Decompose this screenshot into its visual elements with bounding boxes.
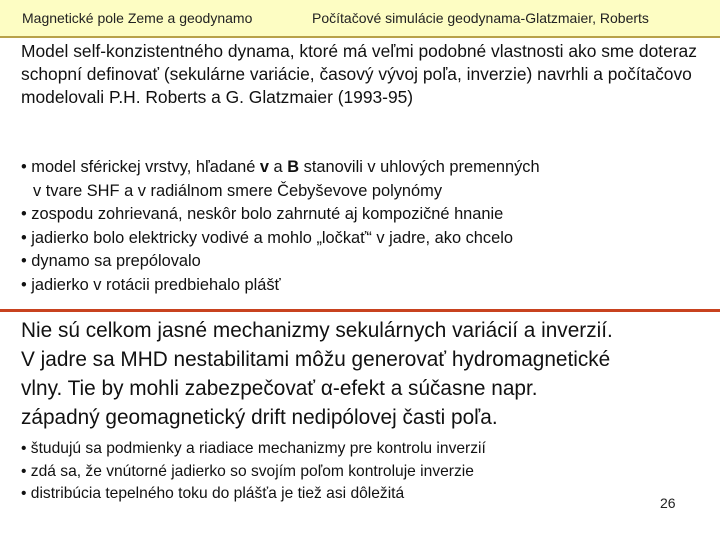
bullet-item: • zdá sa, že vnútorné jadierko so svojím poľom kontroluje inverzie [21, 462, 474, 480]
symbol-v: v [259, 158, 269, 176]
para-line: Nie sú celkom jasné mechanizmy sekulárnych variácií a inverzií. [21, 319, 613, 342]
bullet-item: • dynamo sa prepólovalo [21, 252, 201, 271]
section-divider [0, 309, 720, 312]
symbol-B: B [287, 158, 300, 176]
header-bar [0, 0, 720, 36]
bullet-list-model [21, 156, 711, 298]
header-left-title: Magnetické pole Zeme a geodynamo [22, 10, 253, 26]
bullet-item: • študujú sa podmienky a riadiace mechanizmy pre kontrolu inverzií [21, 440, 486, 457]
intro-paragraph: Model self-konzistentného dynama, ktoré má veľmi podobné vlastnosti ako sme doteraz schopní definovať (sekulárne variácie, časový vývoj poľa, inverzie) navrhli a počítačovo modelovali P.H. Roberts a G. Glatzmaier (1993-95) [21, 41, 697, 107]
bullet-item-continuation: v tvare SHF a v radiálnom smere Čebyševove polynómy [33, 181, 443, 200]
bullet-item: • zospodu zohrievaná, neskôr bolo zahrnuté aj kompozičné hnanie [21, 205, 504, 224]
page-number: 26 [660, 495, 676, 511]
para-line: západný geomagnetický drift nedipólovej časti poľa. [21, 406, 498, 429]
header-divider [0, 36, 720, 38]
bullet-item: • jadierko v rotácii predbiehalo plášť [21, 275, 281, 294]
alpha-symbol: α [320, 377, 333, 400]
bullet-item: • jadierko bolo elektricky vodivé a mohlo „ločkať“ v jadre, ako chcelo [21, 228, 513, 247]
bullet-list-research [21, 438, 681, 506]
para-line: vlny. Tie by mohli zabezpečovať α-efekt a súčasne napr. [21, 377, 538, 400]
bullet-item: • distribúcia tepelného toku do plášťa je tiež asi dôležitá [21, 485, 405, 503]
para-line: V jadre sa MHD nestabilitami môžu generovať hydromagnetické [21, 348, 611, 371]
bullet-item: • model sférickej vrstvy, hľadané v a B stanovili v uhlových premenných [21, 158, 540, 176]
header-right-title: Počítačové simulácie geodynama-Glatzmaier, Roberts [312, 10, 649, 26]
mechanisms-paragraph [21, 316, 720, 432]
